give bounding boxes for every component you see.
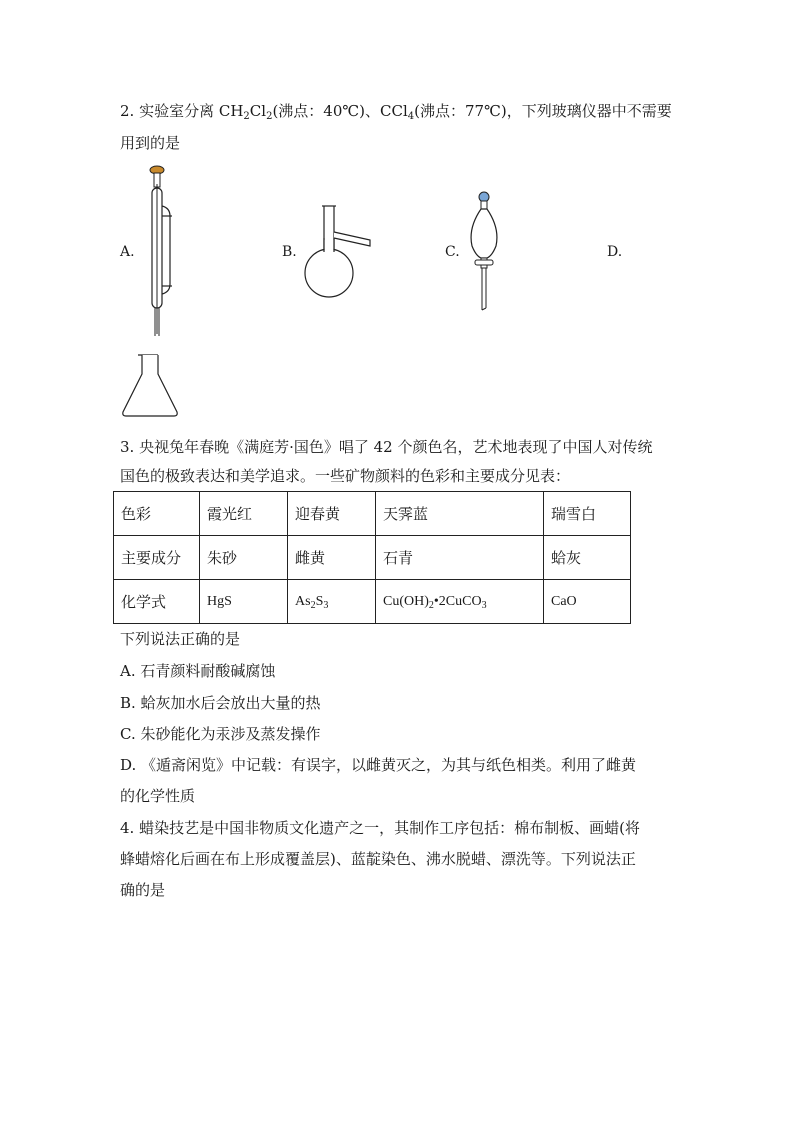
table-row — [114, 536, 631, 580]
q3-option-d: D. 《遁斋闲览》中记载：有误字，以雌黄灭之，为其与纸色相类。利用了雌黄 — [120, 756, 637, 774]
q3-stem-line2: 国色的极致表达和美学追求。一些矿物颜料的色彩和主要成分见表： — [120, 467, 571, 485]
pigment-table — [113, 491, 631, 624]
table-row — [114, 492, 631, 536]
formula-sub: 2 — [310, 599, 316, 611]
table-cell: 瑞雪白 — [544, 492, 631, 536]
q2-sub-h2: 2 — [243, 111, 250, 122]
q2-stem-line1 — [120, 100, 672, 122]
q3-option-b: B. 蛤灰加水后会放出大量的热 — [120, 694, 321, 712]
formula-sub: 3 — [323, 599, 329, 611]
q2-stem-cl: Cl — [249, 102, 267, 120]
q2-stem-pre: 2. 实验室分离 CH — [120, 102, 244, 120]
table-cell: 天霁蓝 — [376, 492, 544, 536]
q3-option-a: A. 石青颜料耐酸碱腐蚀 — [120, 662, 276, 680]
formula-part: As — [295, 593, 311, 609]
table-cell: 雌黄 — [288, 536, 376, 580]
table-cell: 霞光红 — [200, 492, 288, 536]
table-cell: 朱砂 — [200, 536, 288, 580]
table-cell: 色彩 — [114, 492, 200, 536]
formula-sub: 2 — [428, 599, 434, 611]
table-cell: 石青 — [376, 536, 544, 580]
q3-stem-line1: 3. 央视兔年春晚《满庭芳·国色》唱了 42 个颜色名，艺术地表现了中国人对传统 — [120, 438, 653, 456]
q2-option-c-label: C. — [445, 244, 460, 260]
erlenmeyer-flask-figure — [120, 352, 180, 418]
table-row — [114, 580, 631, 624]
q2-option-a-label: A. — [120, 244, 135, 260]
formula-as2s3 — [288, 580, 376, 624]
formula-azurite — [376, 580, 544, 624]
q2-sub-cl2: 2 — [266, 111, 273, 122]
q4-stem-line2: 蜂蜡熔化后画在布上形成覆盖层)、蓝靛染色、沸水脱蜡、漂洗等。下列说法正 — [120, 850, 636, 868]
formula-part: Cu(OH) — [383, 593, 429, 609]
formula-part: S — [315, 593, 324, 609]
table-cell: 主要成分 — [114, 536, 200, 580]
table-cell: 化学式 — [114, 580, 200, 624]
q2-stem-post: (沸点：77℃)，下列玻璃仪器中不需要 — [414, 102, 672, 120]
formula-cao: CaO — [544, 580, 631, 624]
condenser-figure — [143, 164, 181, 340]
q2-stem-line2: 用到的是 — [120, 134, 181, 152]
table-cell: 蛤灰 — [544, 536, 631, 580]
q2-stem-mid: (沸点：40℃)、CCl — [272, 102, 408, 120]
q4-stem-line3: 确的是 — [120, 881, 166, 899]
q2-option-b-label: B. — [282, 244, 297, 260]
separatory-funnel-figure — [466, 190, 502, 318]
q3-prompt: 下列说法正确的是 — [120, 630, 241, 648]
q2-sub-cl4: 4 — [407, 111, 415, 122]
table-cell: 迎春黄 — [288, 492, 376, 536]
formula-sub: 3 — [481, 599, 487, 611]
distillation-flask-figure — [300, 200, 376, 300]
q4-stem-line1: 4. 蜡染技艺是中国非物质文化遗产之一，其制作工序包括：棉布制板、画蜡(将 — [120, 819, 640, 837]
formula-hgs: HgS — [200, 580, 288, 624]
q3-option-d-line2: 的化学性质 — [120, 787, 196, 805]
q3-option-c: C. 朱砂能化为汞涉及蒸发操作 — [120, 725, 321, 743]
formula-part: •2CuCO — [433, 593, 482, 609]
q2-option-d-label: D. — [607, 244, 623, 260]
